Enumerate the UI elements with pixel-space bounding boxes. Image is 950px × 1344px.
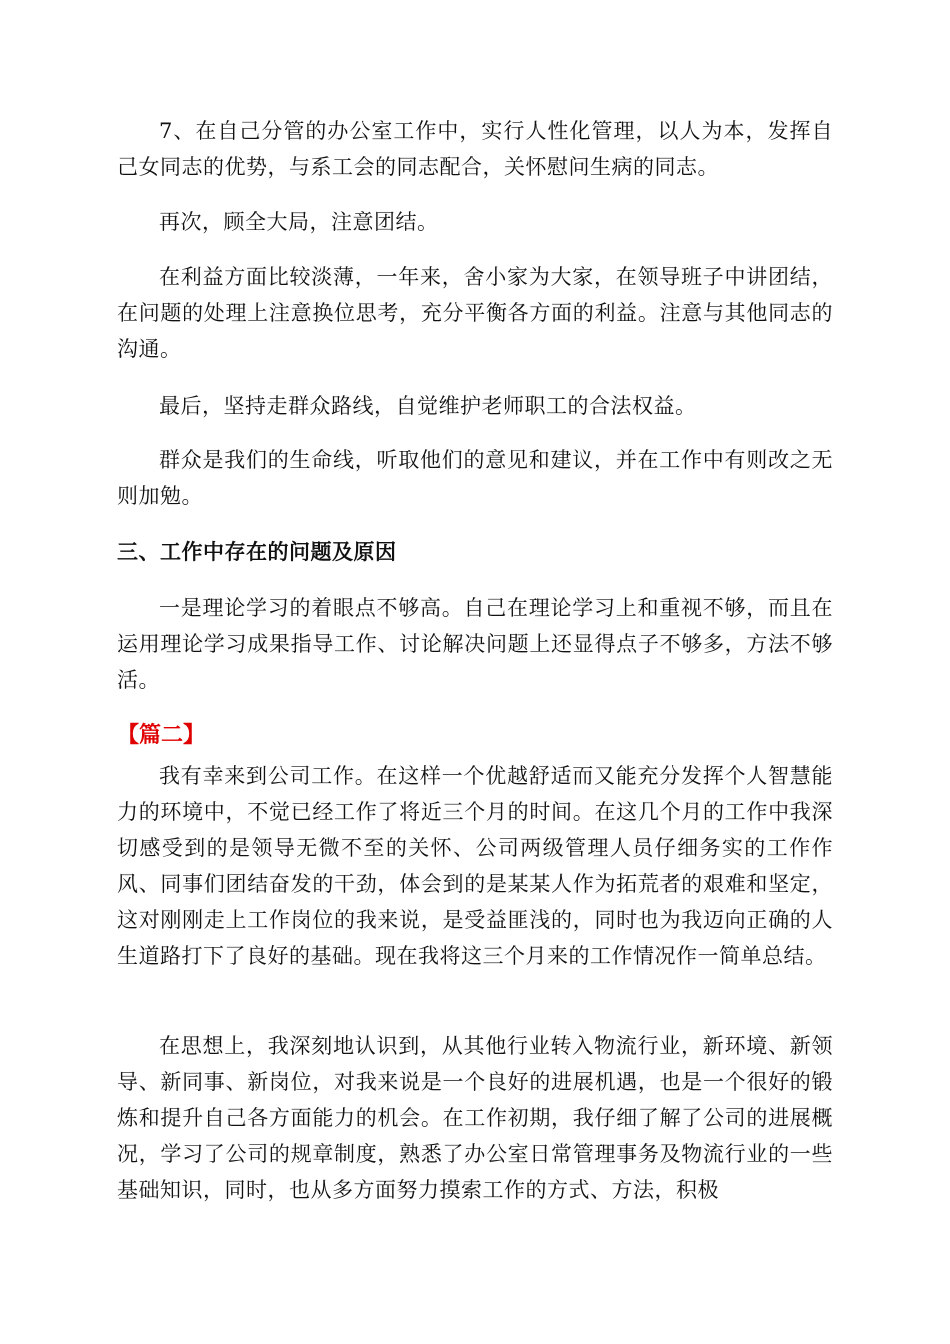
paragraph-mass-line: 最后，坚持走群众路线，自觉维护老师职工的合法权益。 (159, 394, 697, 418)
paragraph-joining-company: 我有幸来到公司工作。在这样一个优越舒适而又能充分发挥个人智慧能力的环境中，不觉已经工作了将近三个月的时间。在这几个月的工作中我深切感受到的是领导无微不至的关怀、公司两级管理人员仔细务实的工作作风、同事们团结奋发的干劲，体会到的是某某人作为拓荒者的艰难和坚定，这对刚刚走上工作岗位的我来说，是受益匪浅的，同时也为我迈向正确的人生道路打下了良好的基础。现在我将这三个月来的工作情况作一简单总结。 (117, 764, 833, 968)
paragraph-ideology: 在思想上，我深刻地认识到，从其他行业转入物流行业，新环境、新领导、新同事、新岗位，对我来说是一个良好的进展机遇，也是一个很好的锻炼和提升自己各方面能力的机会。在工作初期，我仔细了解了公司的进展概况，学习了公司的规章制度，熟悉了办公室日常管理事务及物流行业的一些基础知识，同时，也从多方面努力摸索工作的方式、方法，积极 (117, 1034, 833, 1202)
paragraph-interests: 在利益方面比较淡薄，一年来，舍小家为大家，在领导班子中讲团结，在问题的处理上注意换位思考，充分平衡各方面的利益。注意与其他同志的沟通。 (117, 265, 833, 361)
part-two-mark: 【篇二】 (117, 723, 206, 748)
paragraph-lifeline: 群众是我们的生命线，听取他们的意见和建议，并在工作中有则改之无则加勉。 (117, 448, 833, 508)
paragraph-unity: 再次，顾全大局，注意团结。 (159, 210, 439, 234)
section-heading: 三、工作中存在的问题及原因 (117, 540, 397, 564)
paragraph-theory-study: 一是理论学习的着眼点不够高。自己在理论学习上和重视不够，而且在运用理论学习成果指导工作、讨论解决问题上还显得点子不够多，方法不够活。 (117, 596, 833, 692)
paragraph-office-management: 7、在自己分管的办公室工作中，实行人性化管理，以人为本，发挥自己女同志的优势，与系工会的同志配合，关怀慰问生病的同志。 (117, 119, 833, 179)
